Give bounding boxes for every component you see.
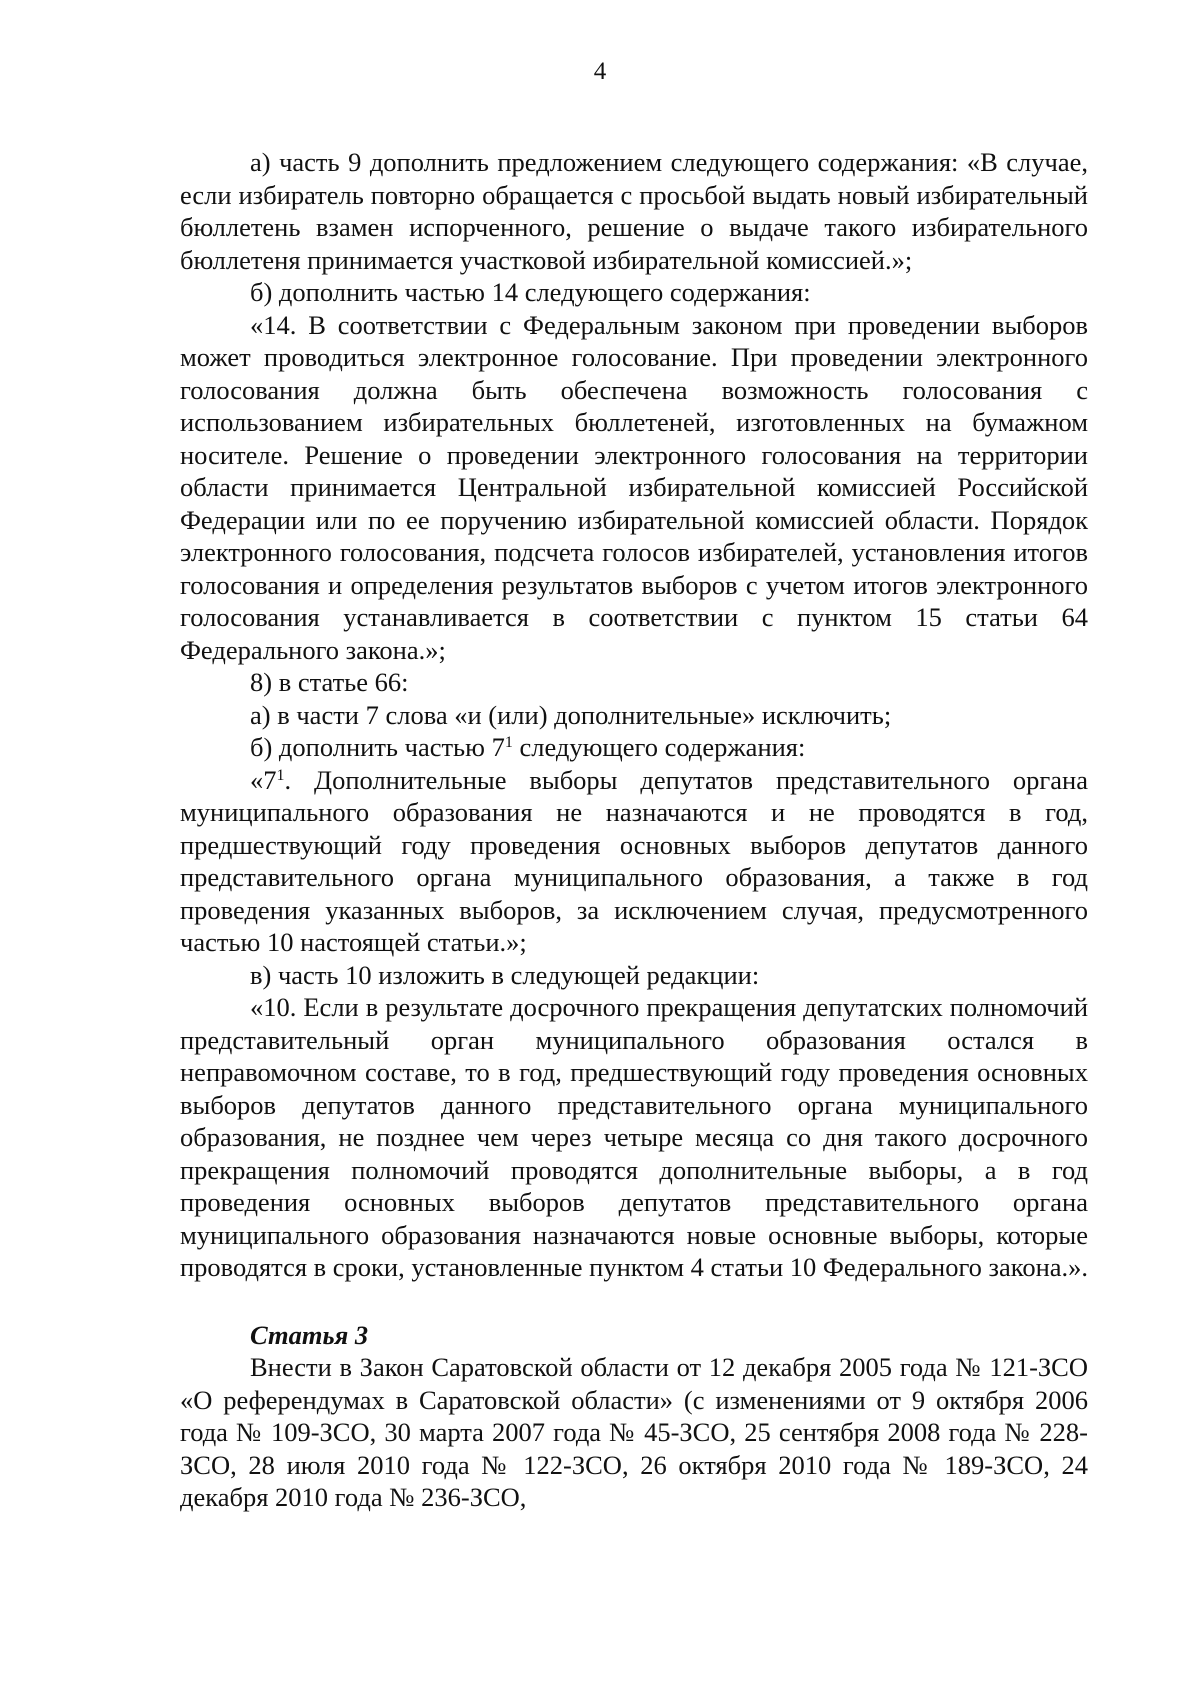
paragraph-part14-text: «14. В соответствии с Федеральным законом при проведении выборов может проводиться электронное голосование. При проведении электронного голосования должна быть обеспечена возможность голосования с использованием избирательных бюллетеней, изготовленных на бумажном носителе. Решение о проведении электронного голосования на территории области принимается Центральной избирательной комиссией Российской Федерации или по ее поручению избирательной комиссией области. Порядок электронного голосования, подсчета голосов избирателей, установления итогов голосования и определения результатов выборов с учетом итогов электронного голосования устанавливается в соответствии с пунктом 15 статьи 64 Федерального закона.»; xyxy=(180,309,1088,665)
text-segment: . Дополнительные выборы депутатов представительного органа муниципального образования не назначаются и не проводятся в год, предшествующий году проведения основных выборов депутатов данного представительного органа муниципального образования, а также в год проведения указанных выборов, за исключением случая, предусмотренного частью 10 настоящей статьи.»; xyxy=(180,764,1088,957)
superscript: 1 xyxy=(504,734,513,752)
article-3-heading: Статья 3 xyxy=(250,1319,369,1350)
paragraph-add-part14: б) дополнить частью 14 следующего содержания: xyxy=(250,277,811,307)
paragraph-part10-text: «10. Если в результате досрочного прекращения депутатских полномочий представительный орган муниципального образования остался в неправомочном составе, то в год, предшествующий году проведения основных выборов депутатов данного представительного органа муниципального образования, не позднее чем через четыре месяца со дня такого досрочного прекращения полномочий проводятся дополнительные выборы, а в год проведения основных выборов депутатов представительного органа муниципального образования назначаются новые основные выборы, которые проводятся в сроки, установленные пунктом 4 статьи 10 Федерального закона.». xyxy=(180,992,1089,1282)
text-segment: б) дополнить частью 7 xyxy=(250,732,505,762)
superscript: 1 xyxy=(276,766,285,784)
document-body xyxy=(180,146,1088,1514)
text-segment: «7 xyxy=(250,764,277,795)
paragraph-part9-amendment: а) часть 9 дополнить предложением следующего содержания: «В случае, если избиратель повторно обращается с просьбой выдать новый избирательный бюллетень взамен испорченного, решение о выдаче такого избирательного бюллетеня принимается участковой избирательной комиссией.»; xyxy=(180,147,1088,275)
paragraph-article66: 8) в статье 66: xyxy=(250,667,409,697)
text-segment: следующего содержания: xyxy=(512,732,806,762)
paragraph-part10-edit: в) часть 10 изложить в следующей редакции: xyxy=(250,959,760,990)
paragraph-part7-words: а) в части 7 слова «и (или) дополнительные» исключить; xyxy=(250,699,892,730)
paragraph-article3-text: Внести в Закон Саратовской области от 12 декабря 2005 года № 121-ЗСО «О референдумах в Саратовской области» (с изменениями от 9 октября 2006 года № 109-ЗСО, 30 марта 2007 года № 45-ЗСО, 25 сентября 2008 года № 228-ЗСО, 28 июля 2010 года № 122-ЗСО, 26 октября 2010 года № 189-ЗСО, 24 декабря 2010 года № 236-ЗСО, xyxy=(180,1352,1088,1512)
page-number: 4 xyxy=(593,58,607,85)
paragraph-add-part7-1 xyxy=(180,731,1088,764)
paragraph-part7-1-text xyxy=(180,764,1088,959)
